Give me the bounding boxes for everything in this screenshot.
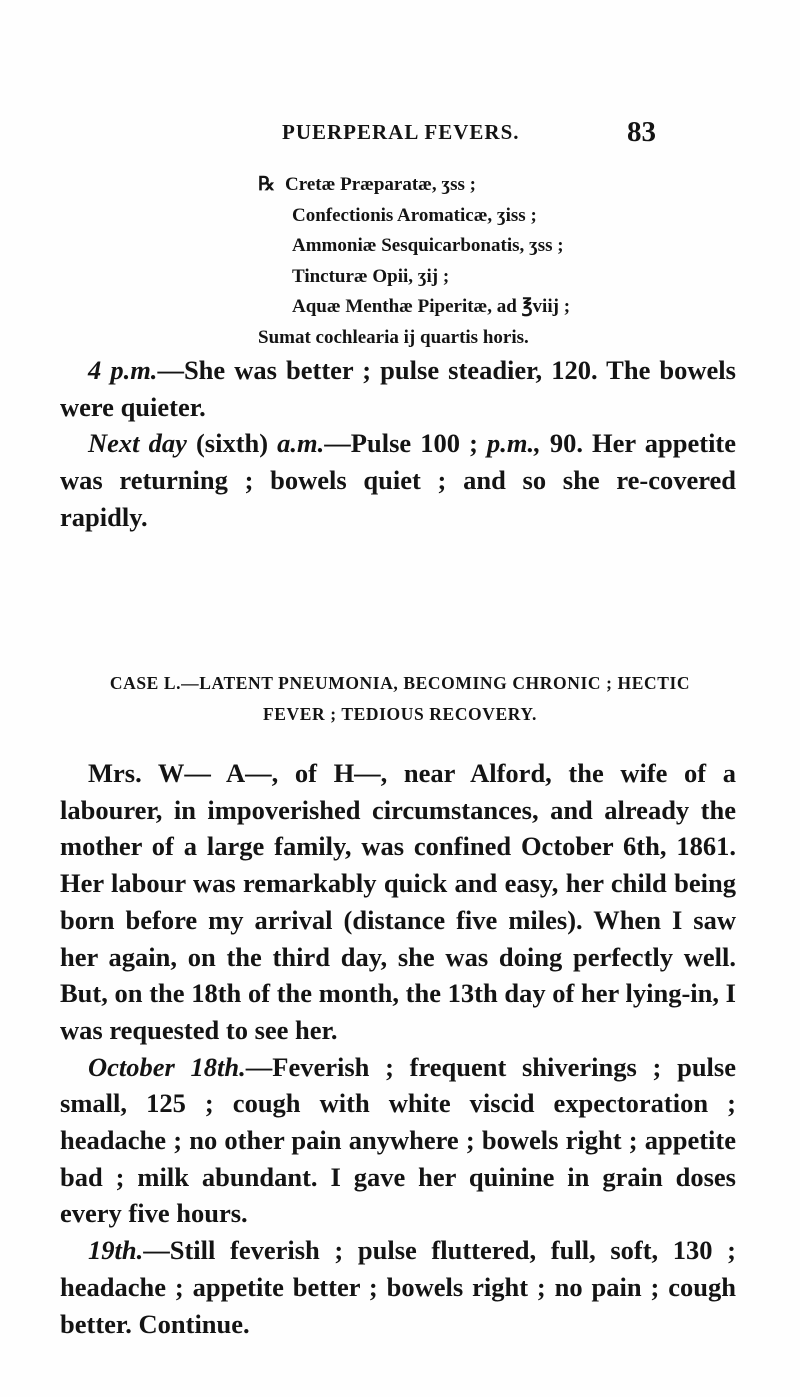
- date-19th: 19th.: [88, 1235, 144, 1266]
- time-am: a.m.: [277, 428, 325, 459]
- prescription-line-5: Aquæ Menthæ Piperitæ, ad ℥viij ;: [292, 296, 571, 317]
- paragraph-19th-text: —Still feverish ; pulse fluttered, full, soft, 130 ; headache ; appetite better ; bowels right ; no pain ; cough better. Continue.: [60, 1235, 736, 1339]
- prescription-block: [258, 170, 570, 353]
- running-head: [0, 116, 800, 156]
- next-day-label: Next day: [88, 428, 187, 459]
- next-day-sixth: (sixth): [186, 428, 278, 459]
- prescription-line-2: Confectionis Aromaticæ, ʒiss ;: [292, 204, 537, 226]
- date-october-18: October 18th.: [88, 1051, 246, 1082]
- time-pm: p.m.,: [486, 428, 541, 459]
- case-heading-line-2: FEVER ; TEDIOUS RECOVERY.: [262, 704, 538, 724]
- paragraph-19th: [60, 1232, 736, 1342]
- prescription-line-4: Tincturæ Opii, ʒij ;: [292, 265, 450, 287]
- prescription-line-1: [258, 170, 570, 201]
- running-title: PUERPERAL FEVERS.: [282, 120, 520, 144]
- prescription-line-3: Ammoniæ Sesquicarbonatis, ʒss ;: [292, 235, 564, 256]
- prescription-ingredient: Cretæ Præparatæ, ʒss ;: [285, 174, 476, 195]
- paragraph-next-day: [60, 425, 736, 535]
- paragraph-october-18: [60, 1049, 736, 1233]
- paragraph-4pm-text: —She was better ; pulse steadier, 120. The bowels were quieter.: [60, 355, 736, 422]
- paragraph-4pm: [60, 352, 736, 425]
- paragraph-case-intro: Mrs. W— A—, of H—, near Alford, the wife of a labourer, in impoverished circumstances, and already the mother of a large family, was confined October 6th, 1861. Her labour was remarkably quick and easy, her child being born before my arrival (distance five miles). When I saw her again, on the third day, she was doing perfectly well. But, on the 18th of the month, the 13th day of her lying-in, I was requested to see her.: [60, 758, 736, 1045]
- case-heading: [60, 668, 740, 730]
- first-section: [60, 352, 736, 536]
- case-section: [60, 755, 736, 1342]
- prescription-directions: Sumat cochlearia ij quartis horis.: [258, 326, 529, 348]
- time-4pm: 4 p.m.: [88, 355, 158, 385]
- paragraph-october-18-text: —Feverish ; frequent shiverings ; pulse small, 125 ; cough with white viscid expectoration ; headache ; no other pain anywhere ; bowels right ; appetite bad ; milk abundant. I gave her quinine in grain doses every five hours.: [60, 1051, 736, 1229]
- paragraph-next-day-text: 90. Her appetite was returning ; bowels quiet ; and so she re-covered rapidly.: [60, 428, 737, 532]
- pulse-100: —Pulse 100 ;: [324, 428, 487, 459]
- page-number: 83: [627, 116, 656, 148]
- recipe-symbol: ℞: [258, 174, 276, 195]
- case-heading-line-1: CASE L.—LATENT PNEUMONIA, BECOMING CHRONIC ; HECTIC: [109, 673, 691, 693]
